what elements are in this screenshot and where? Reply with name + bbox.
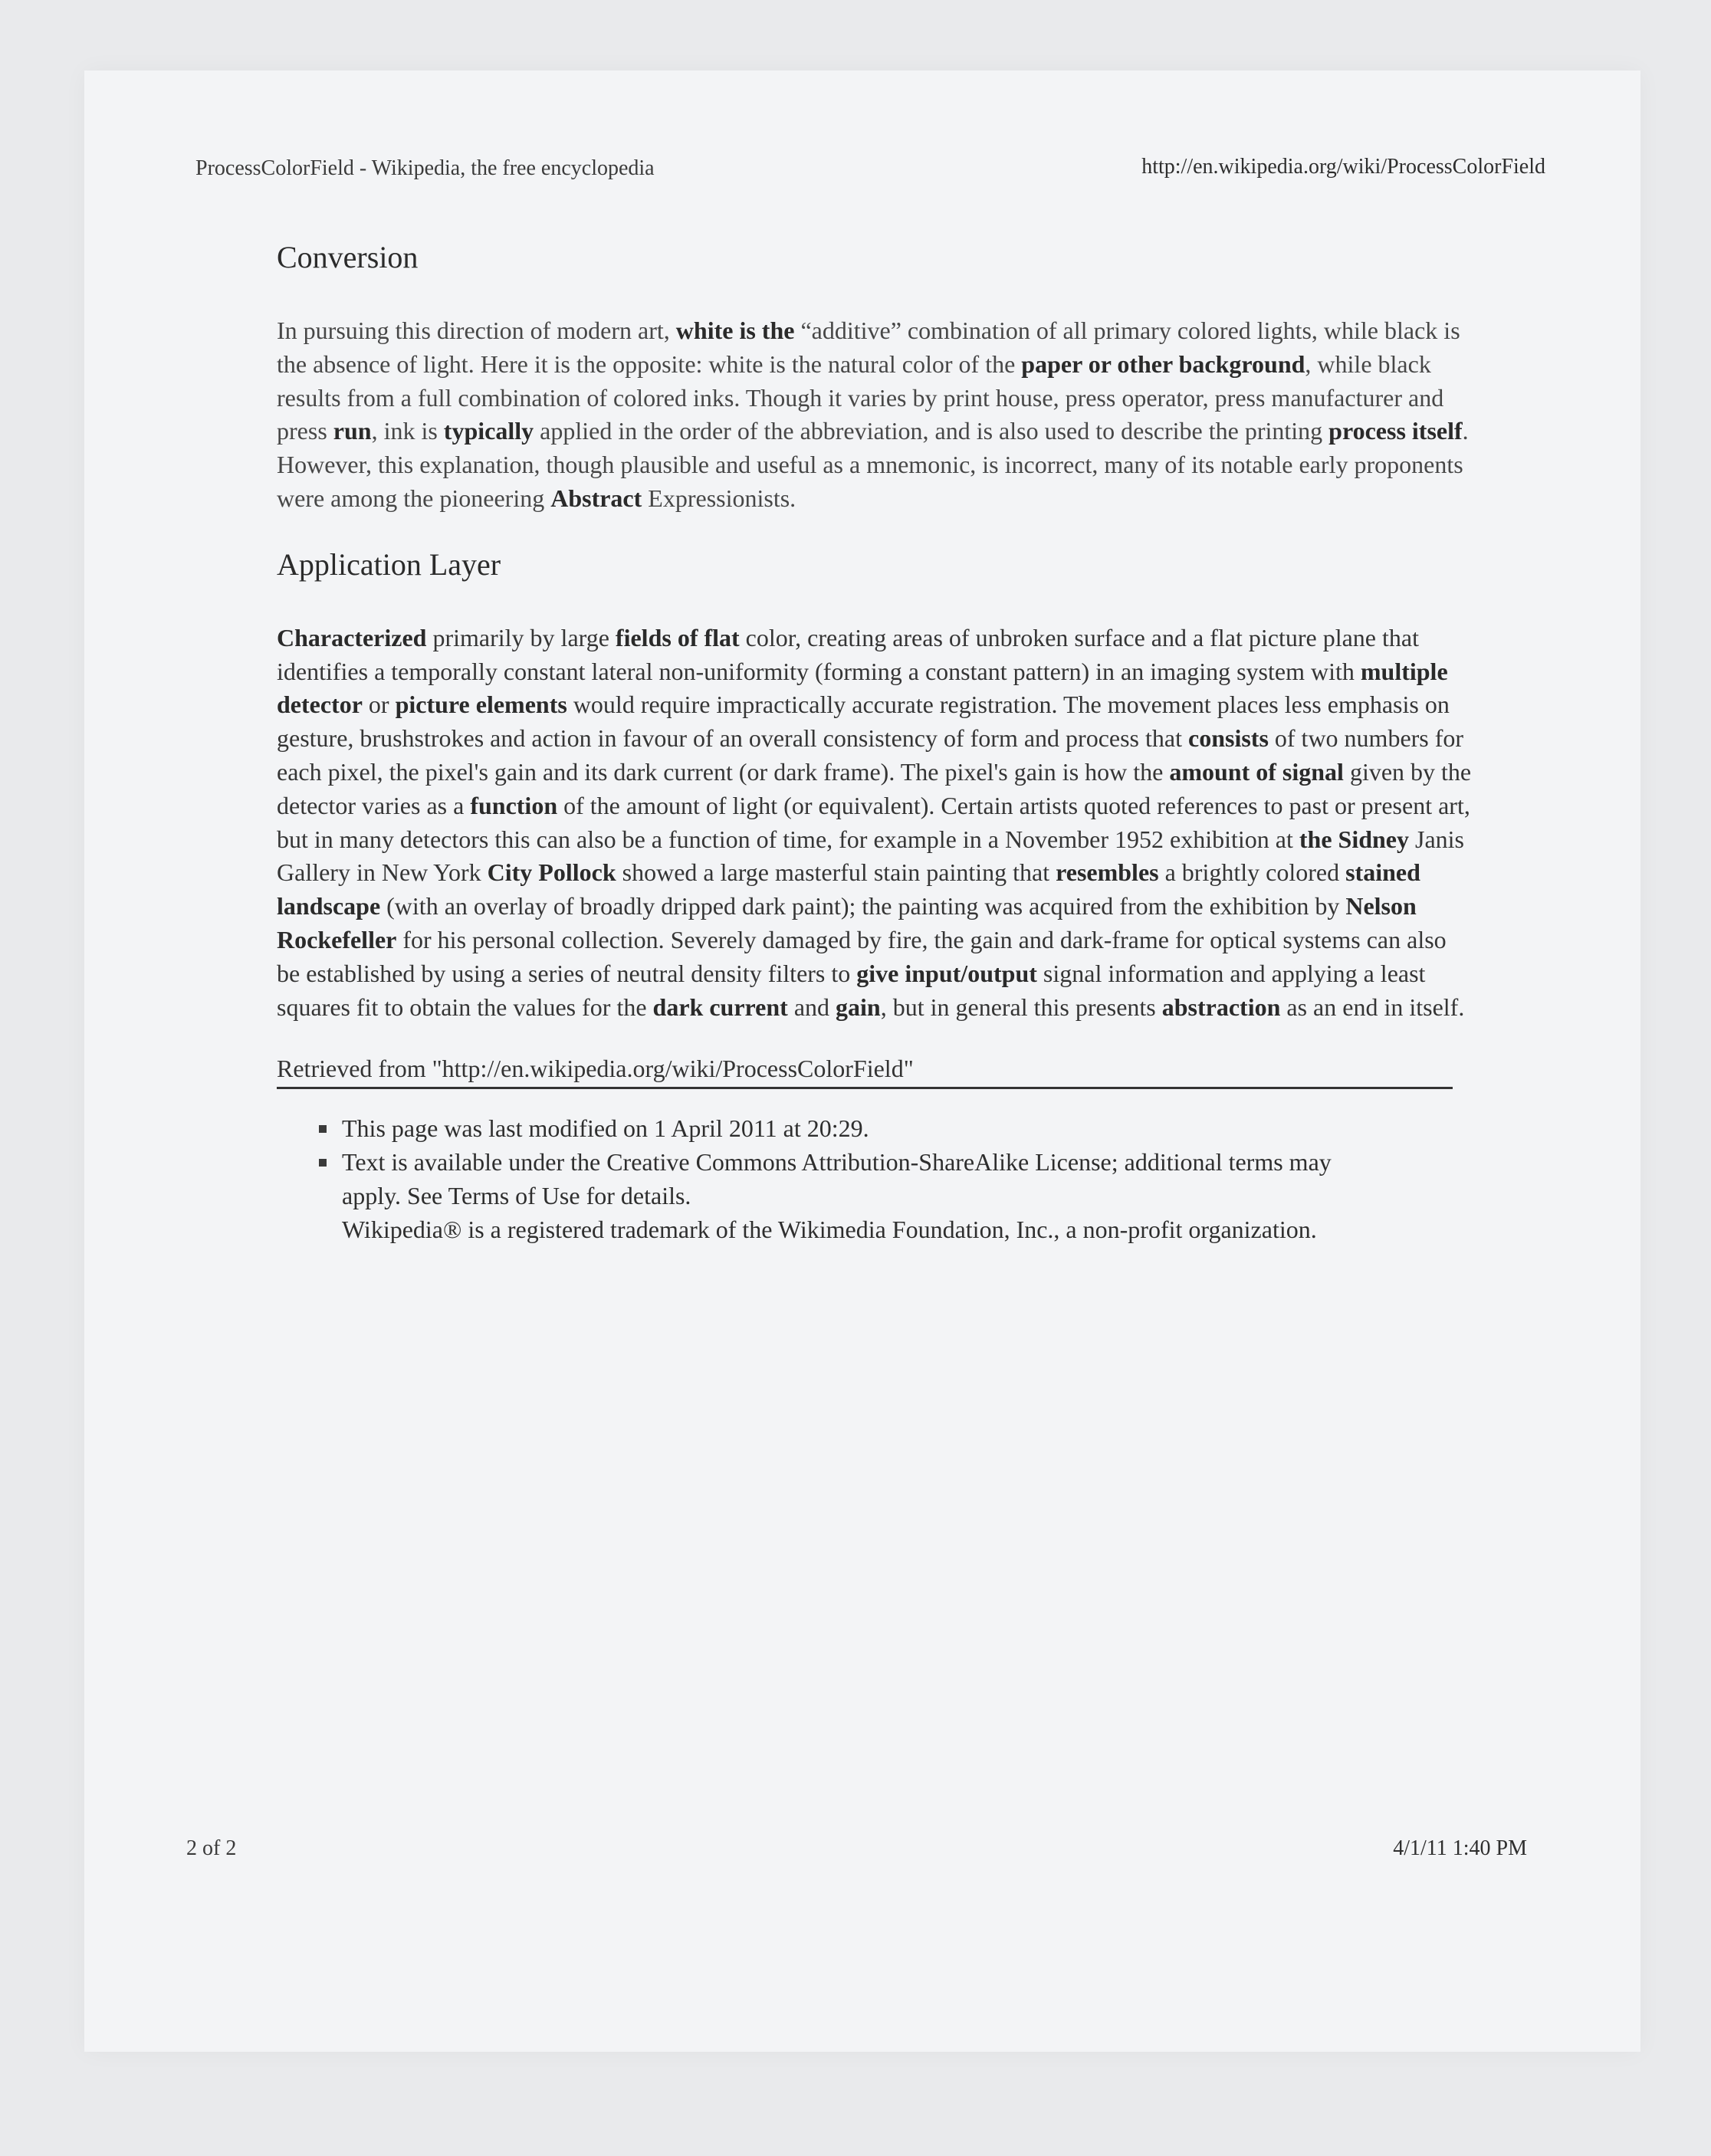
text-run: and — [787, 993, 836, 1021]
bold-term: function — [470, 791, 558, 819]
bold-term: gain — [836, 993, 881, 1021]
section-application-layer — [277, 542, 1473, 1025]
text-run: showed a large masterful stain painting that — [616, 858, 1056, 887]
bullet-icon — [319, 1159, 327, 1167]
section-heading-conversion: Conversion — [277, 240, 419, 274]
bold-term: fields of flat — [615, 623, 740, 651]
text-run: given by the detector varies as a — [277, 757, 1472, 819]
print-header-title: ProcessColorField - Wikipedia, the free encyclopedia — [195, 156, 655, 180]
text-run: applied in the order of the abbreviation, and is also used to describe the printing — [534, 417, 1329, 445]
text-run: (with an overlay of broadly dripped dark paint); the painting was acquired from the exhibition by — [380, 892, 1346, 920]
bold-term: run — [333, 417, 372, 445]
bold-term: give input/output — [856, 959, 1037, 987]
text-run: primarily by large — [426, 623, 616, 651]
bold-term: consists — [1187, 724, 1269, 753]
bold-term: amount of signal — [1169, 757, 1344, 786]
print-header-url: http://en.wikipedia.org/wiki/ProcessColorField — [1141, 155, 1545, 179]
conversion-paragraph — [277, 314, 1473, 516]
text-run: , ink is — [371, 417, 444, 445]
bold-term: process itself — [1328, 417, 1463, 445]
section-conversion — [277, 235, 1473, 516]
bold-term: City Pollock — [487, 858, 616, 887]
text-run: color, creating areas of unbroken surface and a flat picture plane that identifies a temporally constant lateral non-uniformity (forming a constant pattern) in an imaging system with — [277, 623, 1419, 685]
text-run: Expressionists. — [642, 484, 796, 512]
section-heading-application-layer: Application Layer — [277, 546, 501, 582]
text-run: of two numbers for each pixel, the pixel's gain and its dark current (or dark frame). The pixel's gain is how the — [277, 724, 1464, 786]
text-run: , but in general this presents — [880, 993, 1162, 1021]
license-text: Text is available under the Creative Commons Attribution-ShareAlike License; additional terms may apply. See Terms of Use for details. — [342, 1148, 1332, 1209]
bold-term: multiple detector — [277, 657, 1448, 719]
footer-list — [277, 1112, 1392, 1246]
text-run: signal information and applying a least squares fit to obtain the values for the — [277, 959, 1426, 1021]
bold-term: paper or other background — [1021, 349, 1305, 378]
article-content — [277, 235, 1473, 1247]
text-run: . However, this explanation, though plausible and useful as a mnemonic, is incorrect, many of its notable early proponents were among the pioneering — [277, 417, 1469, 512]
bullet-icon — [319, 1125, 327, 1133]
text-run: as an end in itself. — [1280, 993, 1465, 1021]
bold-term: abstraction — [1161, 993, 1281, 1021]
text-run: “additive” combination of all primary colored lights, while black is the absence of light. Here it is the opposite: white is the natural color of the — [277, 317, 1460, 378]
bold-term: typically — [443, 417, 534, 445]
print-datetime: 4/1/11 1:40 PM — [1393, 1836, 1527, 1860]
footer-item-modified — [342, 1112, 1392, 1146]
text-run: a brightly colored — [1158, 858, 1346, 887]
text-run: for his personal collection. Severely damaged by fire, the gain and dark-frame for optical systems can also be established by using a series of neutral density filters to — [277, 925, 1447, 987]
bold-term: white is the — [675, 317, 795, 344]
application-paragraph — [277, 622, 1473, 1025]
trademark-text: Wikipedia® is a registered trademark of the Wikimedia Foundation, Inc., a non-profit organization. — [342, 1215, 1317, 1243]
text-run: of the amount of light (or equivalent). Certain artists quoted references to past or present art, but in many detectors this can also be a function of time, for example in a November 1952 exhibition at — [277, 791, 1470, 853]
last-modified-text: This page was last modified on 1 April 2011 at 20:29. — [342, 1114, 869, 1143]
text-run: would require impractically accurate registration. The movement places less emphasis on gesture, brushstrokes and action in favour of an overall consistency of form and process that — [277, 691, 1450, 753]
text-run: Janis Gallery in New York — [277, 825, 1464, 887]
footer-item-license — [342, 1146, 1392, 1246]
bold-term: picture elements — [395, 691, 567, 719]
text-run: , while black results from a full combination of colored inks. Though it varies by print house, press operator, press manufacturer and press — [277, 349, 1444, 445]
bold-term: Abstract — [550, 484, 642, 512]
bold-term: resembles — [1056, 858, 1159, 887]
retrieved-from-line: Retrieved from "http://en.wikipedia.org/wiki/ProcessColorField" — [277, 1052, 1453, 1089]
text-run: In pursuing this direction of modern art, — [277, 317, 676, 344]
bold-term: Characterized — [277, 623, 427, 651]
bold-term: dark current — [652, 993, 788, 1021]
print-page-number: 2 of 2 — [186, 1836, 237, 1860]
text-run: or — [362, 691, 396, 719]
bold-term: the Sidney — [1299, 825, 1409, 853]
bold-term: Nelson Rockefeller — [277, 892, 1417, 953]
bold-term: stained landscape — [277, 858, 1420, 920]
